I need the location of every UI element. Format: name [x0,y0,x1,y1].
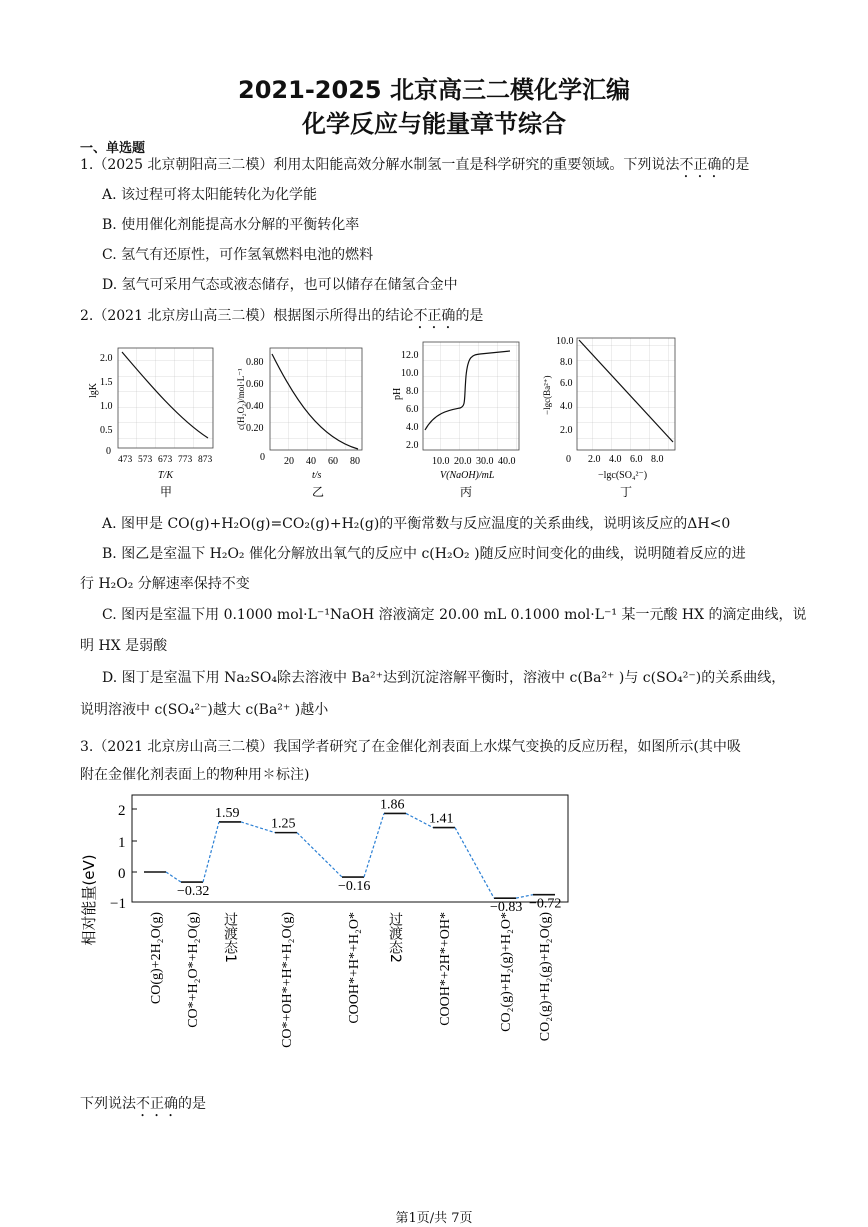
chart-jia-ytick: 2.0 [100,353,113,364]
chart-yi-xtick: 20 [284,456,294,467]
q2-option-d-line2: 说明溶液中 c(SO₄²⁻)越大 c(Ba²⁺ )越小 [80,702,329,718]
chart-jia-ytick: 1.0 [100,401,113,412]
energy-connector [297,833,342,877]
q3-tail-end: 的是 [178,1096,206,1112]
chart-yi-ytick: 0.60 [246,379,264,390]
chart-ding-xtick: 8.0 [651,454,664,465]
energy-ytick: 1 [118,835,126,851]
chart-yi-xlabel: t/s [312,470,322,481]
chart-yi-ytick: 0.40 [246,401,264,412]
chart-jia-xtick: 573 [138,455,153,465]
chart-jia-ylabel: lgK [88,383,99,398]
q1-option-b: B. 使用催化剂能提高水分解的平衡转化率 [102,217,360,233]
energy-connector [166,872,181,882]
energy-xlabel: COOH*+H*+H₂O* [347,912,362,1024]
energy-xlabel: CO₂(g)+H₂(g)+H₂O* [499,912,514,1032]
energy-value-label: −0.16 [338,879,371,895]
chart-bing-ytick: 12.0 [401,350,419,361]
q2-stem-end: 的是 [455,308,484,324]
chart-ding-xtick: 4.0 [609,454,622,465]
q2-option-b-line1: B. 图乙是室温下 H₂O₂ 催化分解放出氧气的反应中 c(H₂O₂ )随反应时间变化的曲线，说明随着反应的进 [102,546,746,562]
chart-ding-frame [577,338,675,450]
chart-yi-ytick: 0.80 [246,357,264,368]
chart-ding-ytick: 10.0 [556,336,574,347]
q2-option-c-line2: 明 HX 是弱酸 [80,638,168,654]
chart-yi-ylabel: c(H₂O₂)/mol·L⁻¹ [236,368,246,430]
chart-ding-ylabel: −lgc(Ba²⁺) [542,375,552,415]
chart-bing-ytick: 2.0 [406,440,419,451]
chart-jia-ytick: 0 [106,446,111,457]
q2-option-d-line1: D. 图丁是室温下用 Na₂SO₄除去溶液中 Ba²⁺达到沉淀溶解平衡时，溶液中 c(Ba²⁺ )与 c(SO₄²⁻)的关系曲线， [102,670,786,686]
q1-option-c: C. 氢气有还原性，可作氢氧燃料电池的燃料 [102,247,374,263]
chart-ding [542,336,675,499]
q2-option-b-line2: 行 H₂O₂ 分解速率保持不变 [80,576,250,592]
chart-bing-ytick: 8.0 [406,386,419,397]
energy-xlabel: CO*+OH*+H*+H₂O(g) [280,912,295,1048]
question-1-stem [80,155,800,181]
chart-ding-xlabel: −lgc(SO₄²⁻) [598,470,648,481]
chart-ding-ytick: 2.0 [560,425,573,436]
energy-connector [455,828,494,899]
chart-ding-caption: 丁 [620,485,633,499]
chart-ding-xtick: 0 [566,454,571,465]
chart-bing-ytick: 6.0 [406,404,419,415]
chart-bing-xlabel: V(NaOH)/mL [440,470,495,481]
energy-ytick: 0 [118,866,126,882]
chart-yi-ytick: 0.20 [246,423,264,434]
page-title-line1: 2021-2025 北京高三二模化学汇编 [238,76,630,104]
energy-value-label: −0.72 [529,896,562,912]
chart-bing-xtick: 40.0 [498,456,516,467]
chart-jia [88,348,213,499]
q3-tail-emphasis: 不正确 [136,1096,178,1112]
energy-series [144,797,561,915]
energy-connector [203,822,219,882]
chart-yi-frame [270,348,362,450]
energy-value-label: −0.32 [177,884,210,900]
chart-jia-ytick: 1.5 [100,377,113,388]
energy-connector [241,822,275,833]
question-3-stem-line2: 附在金催化剂表面上的物种用✽标注) [80,767,310,783]
q1-option-a: A. 该过程可将太阳能转化为化学能 [102,187,318,203]
energy-ytick: 2 [118,803,126,819]
energy-xlabel: CO(g)+2H₂O(g) [149,912,164,1005]
energy-xlabel: CO₂(g)+H₂(g)+H₂O(g) [538,912,553,1042]
chart-jia-frame [118,348,213,448]
chart-jia-xtick: 873 [198,455,213,465]
chart-ding-ytick: 8.0 [560,357,573,368]
energy-value-label: −0.83 [490,900,523,916]
energy-ylabel: 相对能量(eV) [80,854,98,946]
q2-stem-text: 2.（2021 北京房山高三二模）根据图示所得出的结论 [80,308,414,324]
chart-jia-caption: 甲 [160,485,173,499]
section-heading: 一、单选题 [80,141,146,156]
q3-tail [80,1094,206,1120]
energy-value-label: 1.41 [429,811,454,827]
chart-yi [236,348,362,499]
energy-xlabel: CO*+H₂O*+H₂O(g) [186,912,201,1028]
q1-stem-text: 1.（2025 北京朝阳高三二模）利用太阳能高效分解水制氢一直是科学研究的重要领域。下列说法 [80,157,680,173]
q1-option-d: D. 氢气可采用气态或液态储存，也可以储存在储氢合金中 [102,277,458,293]
chart-jia-ytick: 0.5 [100,425,113,436]
q3-tail-text: 下列说法 [80,1096,136,1112]
energy-xlabel: 过渡态1 [222,912,238,963]
chart-bing-ytick: 10.0 [401,368,419,379]
energy-ytick: −1 [110,896,126,912]
chart-jia-xtick: 773 [178,455,193,465]
energy-xlabel: COOH*+2H*+OH* [438,912,453,1026]
page-footer: 第1页/共 7页 [395,1211,473,1226]
chart-bing-xtick: 10.0 [432,456,450,467]
energy-xlabels [149,912,553,1048]
chart-bing-xtick: 20.0 [454,456,472,467]
question-2-stem [80,306,483,332]
chart-ding-xtick: 2.0 [588,454,601,465]
q2-option-c-line1: C. 图丙是室温下用 0.1000 mol·L⁻¹NaOH 溶液滴定 20.00 mL 0.1000 mol·L⁻¹ 某一元酸 HX 的滴定曲线，说 [102,607,807,623]
chart-ding-ytick: 6.0 [560,378,573,389]
chart-jia-xtick: 673 [158,455,173,465]
energy-connector [364,813,384,877]
chart-ding-xtick: 6.0 [630,454,643,465]
chart-yi-ytick: 0 [260,452,265,463]
chart-yi-xtick: 80 [350,456,360,467]
energy-value-label: 1.86 [380,797,405,813]
q1-stem-end: 的是 [721,157,750,173]
q2-figure-group [80,330,700,505]
q1-emphasis: 不正确 [679,157,722,173]
q3-energy-diagram [78,790,578,1090]
page-title-line2: 化学反应与能量章节综合 [302,110,566,138]
chart-jia-xlabel: T/K [158,470,174,481]
chart-bing-ytick: 4.0 [406,422,419,433]
chart-bing-xtick: 30.0 [476,456,494,467]
question-3-stem-line1: 3.（2021 北京房山高三二模）我国学者研究了在金催化剂表面上水煤气变换的反应历程，如图所示(其中吸 [80,739,741,755]
chart-ding-ytick: 4.0 [560,401,573,412]
chart-bing [392,342,519,499]
energy-value-label: 1.25 [271,816,296,832]
chart-jia-xtick: 473 [118,455,133,465]
q2-emphasis: 不正确 [413,308,456,324]
chart-yi-xtick: 60 [328,456,338,467]
chart-bing-ylabel: pH [392,387,403,400]
chart-yi-xtick: 40 [306,456,316,467]
energy-xlabel: 过渡态2 [387,912,403,963]
chart-bing-caption: 丙 [460,485,473,499]
q2-option-a: A. 图甲是 CO(g)+H₂O(g)=CO₂(g)+H₂(g)的平衡常数与反应温度的关系曲线，说明该反应的ΔH<0 [102,516,731,532]
energy-value-label: 1.59 [215,805,240,821]
chart-yi-caption: 乙 [312,485,325,499]
